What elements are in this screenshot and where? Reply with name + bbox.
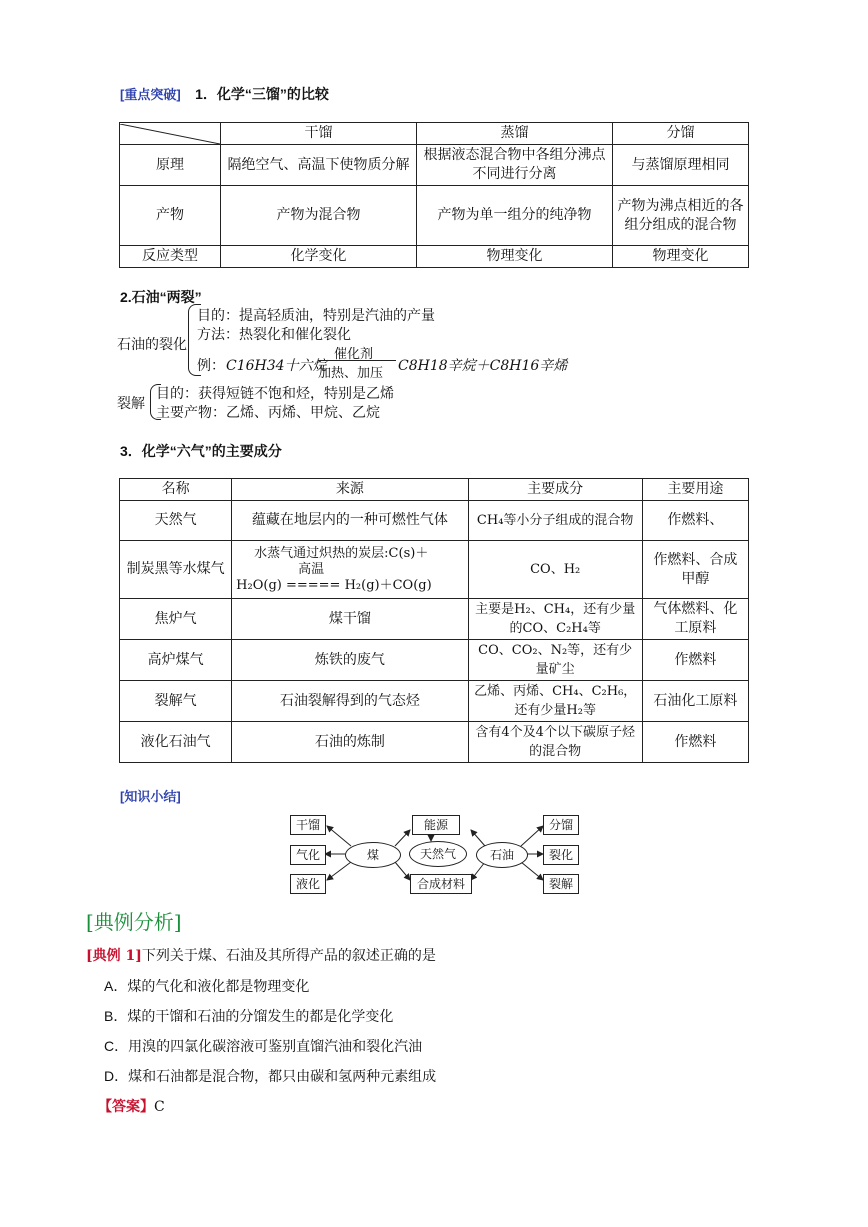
source-condition: 高温: [298, 561, 325, 577]
table-header: 蒸馏: [417, 123, 613, 145]
node-petroleum: 石油: [476, 842, 528, 868]
source-line: 水蒸气通过炽热的炭层:C(s)＋: [254, 545, 429, 561]
node-energy: 能源: [412, 815, 460, 835]
table-cell: 与蒸馏原理相同: [613, 145, 749, 186]
table-cell: 根据液态混合物中各组分沸点不同进行分离: [417, 145, 613, 186]
example-heading: [典例分析]: [86, 910, 182, 934]
table-row: [120, 722, 749, 763]
gas-component: CO、CO₂、N₂等，还有少量矿尘: [468, 640, 642, 681]
gas-source: 炼铁的废气: [232, 640, 468, 681]
table-header: 主要成分: [468, 479, 642, 501]
condition-bottom: 加热、加压: [318, 366, 384, 381]
node-gasification: 气化: [290, 845, 326, 865]
option-b: B．煤的干馏和石油的分馏发生的都是化学变化: [104, 1008, 394, 1024]
gas-source: 石油的炼制: [232, 722, 468, 763]
gas-source: 石油裂解得到的气态烃: [232, 681, 468, 722]
cracking-method: 方法：热裂化和催化裂化: [197, 327, 351, 343]
gas-use: 作燃料、: [642, 501, 748, 541]
gas-source: 蕴藏在地层内的一种可燃性气体: [232, 501, 468, 541]
cracking-product: C8H18辛烷＋C8H16辛烯: [398, 358, 568, 374]
node-synthetic-material: 合成材料: [410, 874, 472, 894]
node-liquefaction: 液化: [290, 874, 326, 894]
table-row: [120, 186, 749, 246]
gas-name: 裂解气: [120, 681, 232, 722]
gas-use: 作燃料: [642, 722, 748, 763]
gas-component: 含有4个及4个以下碳原子烃的混合物: [468, 722, 642, 763]
splitting-purpose: 目的：获得短链不饱和烃，特别是乙烯: [156, 386, 394, 402]
gas-name: 高炉煤气: [120, 640, 232, 681]
six-gases-table: [119, 478, 749, 763]
answer-value: C: [154, 1099, 165, 1115]
table-cell: 隔绝空气、高温下使物质分解: [221, 145, 417, 186]
cracking-purpose: 目的：提高轻质油，特别是汽油的产量: [197, 308, 435, 324]
table-cell: 产物为混合物: [221, 186, 417, 246]
condition-arrow: [318, 360, 396, 361]
node-fractionation: 分馏: [543, 815, 579, 835]
section-title: 1．化学“三馏”的比较: [195, 86, 329, 102]
table-cell: 产物为沸点相近的各组分组成的混合物: [613, 186, 749, 246]
table-row: [120, 145, 749, 186]
table-row: [120, 640, 749, 681]
node-cracking: 裂化: [543, 845, 579, 865]
three-distillation-table: [119, 122, 749, 268]
gas-name: 焦炉气: [120, 599, 232, 640]
node-natural-gas: 天然气: [409, 841, 467, 867]
gas-use: 气体燃料、化工原料: [642, 599, 748, 640]
gas-component: CH₄等小分子组成的混合物: [468, 501, 642, 541]
example-question: 下列关于煤、石油及其所得产品的叙述正确的是: [141, 948, 436, 964]
table-cell: 产物为单一组分的纯净物: [417, 186, 613, 246]
gas-component: CO、H₂: [468, 541, 642, 599]
gas-use: 石油化工原料: [642, 681, 748, 722]
cracking-reactant: C16H34十六烷: [226, 358, 327, 374]
gas-name: 天然气: [120, 501, 232, 541]
table-header: 名称: [120, 479, 232, 501]
gas-use: 作燃料: [642, 640, 748, 681]
table-header: 主要用途: [642, 479, 748, 501]
table-row: [120, 541, 749, 599]
node-dry-distillation: 干馏: [290, 815, 326, 835]
example-label: [典例 1]: [86, 948, 142, 964]
section2-title: 2.石油“两裂”: [120, 289, 202, 305]
diagonal-line: [120, 124, 220, 144]
table-cell: 化学变化: [221, 246, 417, 268]
example-question-line: [86, 945, 436, 965]
answer-label: 【答案】: [98, 1099, 154, 1115]
row-label: 原理: [120, 145, 221, 186]
row-label: 产物: [120, 186, 221, 246]
source-line: H₂O(g) ===== H₂(g)＋CO(g): [236, 577, 432, 593]
table-row: [120, 501, 749, 541]
answer-line: [98, 1096, 165, 1116]
corner-cell: [120, 123, 221, 145]
table-cell: 物理变化: [417, 246, 613, 268]
table-row: [120, 681, 749, 722]
node-pyrolysis: 裂解: [543, 874, 579, 894]
gas-name: 液化石油气: [120, 722, 232, 763]
option-a: A．煤的气化和液化都是物理变化: [104, 978, 310, 994]
gas-source: [232, 541, 468, 599]
node-coal: 煤: [345, 842, 401, 868]
summary-tag: [知识小结]: [120, 789, 181, 804]
section1-heading: [120, 84, 329, 104]
splitting-products: 主要产物：乙烯、丙烯、甲烷、乙烷: [156, 405, 380, 421]
section-tag: [重点突破]: [120, 87, 181, 102]
gas-source: 煤干馏: [232, 599, 468, 640]
cracking-label: 石油的裂化: [117, 337, 187, 353]
option-c: C．用溴的四氯化碳溶液可鉴别直馏汽油和裂化汽油: [104, 1038, 423, 1054]
gas-use: 作燃料、合成甲醇: [642, 541, 748, 599]
splitting-label: 裂解: [117, 396, 145, 412]
row-label: 反应类型: [120, 246, 221, 268]
table-header: 来源: [232, 479, 468, 501]
table-row: [120, 599, 749, 640]
gas-component: 主要是H₂、CH₄，还有少量的CO、C₂H₄等: [468, 599, 642, 640]
section3-title: 3．化学“六气”的主要成分: [120, 443, 282, 459]
cracking-example-prefix: 例：: [197, 358, 225, 374]
table-header: 分馏: [613, 123, 749, 145]
table-header: 干馏: [221, 123, 417, 145]
gas-name: 制炭黑等水煤气: [120, 541, 232, 599]
table-cell: 物理变化: [613, 246, 749, 268]
condition-top: 催化剂: [334, 347, 374, 362]
option-d: D．煤和石油都是混合物，都只由碳和氢两种元素组成: [104, 1068, 437, 1084]
table-row: [120, 246, 749, 268]
gas-component: 乙烯、丙烯、CH₄、C₂H₆，还有少量H₂等: [468, 681, 642, 722]
